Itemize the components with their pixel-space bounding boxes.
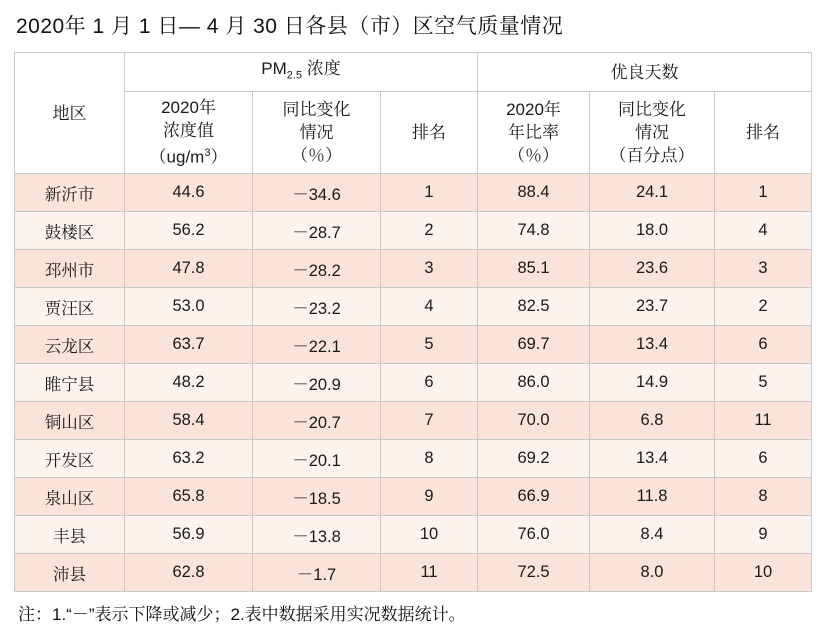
cell-pm25-rank: 2	[381, 212, 478, 250]
cell-days-rate: 69.7	[478, 326, 590, 364]
cell-pm25-rank: 4	[381, 288, 478, 326]
cell-pm25-change: －13.8	[253, 516, 381, 554]
cell-region: 开发区	[15, 440, 125, 478]
cell-days-rank: 4	[715, 212, 812, 250]
cell-region: 新沂市	[15, 174, 125, 212]
cell-pm25-rank: 11	[381, 554, 478, 592]
cell-days-rank: 2	[715, 288, 812, 326]
pm25-label-post: 浓度	[302, 59, 341, 78]
column-group-header-pm25	[125, 53, 478, 92]
table-row	[15, 364, 812, 402]
cell-days-change: 6.8	[590, 402, 715, 440]
cell-region: 云龙区	[15, 326, 125, 364]
cell-region: 邳州市	[15, 250, 125, 288]
cell-region: 泉山区	[15, 478, 125, 516]
cell-pm25-rank: 7	[381, 402, 478, 440]
table-sub-header-row	[15, 92, 812, 174]
cell-days-rank: 3	[715, 250, 812, 288]
days-rate-line1: 2020年	[506, 100, 561, 120]
table-row	[15, 288, 812, 326]
column-header-days-change	[590, 92, 715, 174]
cell-region: 贾汪区	[15, 288, 125, 326]
column-header-days-rank: 排名	[715, 92, 812, 174]
cell-pm25-rank: 8	[381, 440, 478, 478]
cell-days-rank: 5	[715, 364, 812, 402]
table-row	[15, 250, 812, 288]
cell-pm25-rank: 10	[381, 516, 478, 554]
cell-days-rate: 70.0	[478, 402, 590, 440]
table-note: 注：1.“－”表示下降或减少；2.表中数据采用实况数据统计。	[18, 605, 466, 625]
cell-pm25-change: －20.7	[253, 402, 381, 440]
pm25-value-line3	[127, 142, 250, 169]
column-header-days-rate	[478, 92, 590, 174]
cell-pm25-value: 56.9	[125, 516, 253, 554]
cell-days-rank: 6	[715, 440, 812, 478]
column-header-pm25-change	[253, 92, 381, 174]
cell-region: 铜山区	[15, 402, 125, 440]
cell-days-change: 8.0	[590, 554, 715, 592]
pm25-change-line1: 同比变化	[282, 100, 351, 120]
cell-days-rate: 86.0	[478, 364, 590, 402]
cell-days-rate: 76.0	[478, 516, 590, 554]
table-row	[15, 554, 812, 592]
cell-region: 睢宁县	[15, 364, 125, 402]
cell-pm25-value: 65.8	[125, 478, 253, 516]
days-change-line3: （百分点）	[609, 146, 695, 166]
table-row	[15, 402, 812, 440]
cell-days-rate: 74.8	[478, 212, 590, 250]
cell-days-rate: 66.9	[478, 478, 590, 516]
cell-pm25-change: －20.9	[253, 364, 381, 402]
cell-pm25-value: 44.6	[125, 174, 253, 212]
cell-pm25-value: 53.0	[125, 288, 253, 326]
table-header	[15, 53, 812, 174]
cell-days-change: 24.1	[590, 174, 715, 212]
cell-pm25-value: 48.2	[125, 364, 253, 402]
cell-days-change: 23.7	[590, 288, 715, 326]
pm25-change-line3: （％）	[291, 146, 342, 166]
cell-pm25-change: －28.7	[253, 212, 381, 250]
cell-days-change: 8.4	[590, 516, 715, 554]
cell-pm25-value: 63.2	[125, 440, 253, 478]
pm25-label-pre: PM	[261, 59, 287, 78]
cell-days-rank: 10	[715, 554, 812, 592]
cell-pm25-value: 63.7	[125, 326, 253, 364]
cell-days-rate: 85.1	[478, 250, 590, 288]
cell-days-rate: 69.2	[478, 440, 590, 478]
cell-days-rank: 11	[715, 402, 812, 440]
pm25-value-line1: 2020年	[161, 98, 216, 118]
column-header-pm25-rank: 排名	[381, 92, 478, 174]
cell-days-change: 23.6	[590, 250, 715, 288]
cell-pm25-value: 47.8	[125, 250, 253, 288]
air-quality-table	[14, 52, 812, 592]
cell-days-rank: 1	[715, 174, 812, 212]
cell-days-rank: 8	[715, 478, 812, 516]
pm25-unit-pre: （ug/m	[149, 148, 205, 168]
cell-days-rate: 72.5	[478, 554, 590, 592]
cell-pm25-value: 62.8	[125, 554, 253, 592]
cell-region: 丰县	[15, 516, 125, 554]
pm25-label-sub: 2.5	[286, 69, 303, 82]
cell-pm25-value: 56.2	[125, 212, 253, 250]
days-rate-line2: 年比率	[508, 123, 560, 143]
cell-days-change: 13.4	[590, 326, 715, 364]
days-change-line2: 情况	[635, 123, 670, 143]
pm25-change-line2: 情况	[299, 123, 334, 143]
cell-days-rate: 82.5	[478, 288, 590, 326]
days-rate-line3: （％）	[508, 146, 560, 166]
cell-pm25-change: －22.1	[253, 326, 381, 364]
cell-days-change: 11.8	[590, 478, 715, 516]
table-body	[15, 174, 812, 592]
cell-pm25-change: －23.2	[253, 288, 381, 326]
cell-pm25-change: －1.7	[253, 554, 381, 592]
cell-region: 沛县	[15, 554, 125, 592]
cell-days-rank: 9	[715, 516, 812, 554]
table-row	[15, 174, 812, 212]
cell-pm25-rank: 5	[381, 326, 478, 364]
cell-pm25-value: 58.4	[125, 402, 253, 440]
cell-days-change: 18.0	[590, 212, 715, 250]
column-group-header-good-days: 优良天数	[478, 53, 812, 92]
cell-days-rate: 88.4	[478, 174, 590, 212]
pm25-unit-sup: 3	[204, 147, 211, 160]
cell-pm25-rank: 1	[381, 174, 478, 212]
table-row	[15, 440, 812, 478]
page-title: 2020年 1 月 1 日— 4 月 30 日各县（市）区空气质量情况	[16, 15, 564, 38]
days-change-line1: 同比变化	[618, 100, 687, 120]
cell-pm25-rank: 9	[381, 478, 478, 516]
table-group-header-row	[15, 53, 812, 92]
cell-days-rank: 6	[715, 326, 812, 364]
cell-days-change: 14.9	[590, 364, 715, 402]
table-row	[15, 478, 812, 516]
table-row	[15, 326, 812, 364]
cell-pm25-change: －28.2	[253, 250, 381, 288]
column-header-pm25-value	[125, 92, 253, 174]
table-row	[15, 516, 812, 554]
cell-region: 鼓楼区	[15, 212, 125, 250]
table-row	[15, 212, 812, 250]
cell-pm25-rank: 6	[381, 364, 478, 402]
cell-pm25-rank: 3	[381, 250, 478, 288]
cell-pm25-change: －20.1	[253, 440, 381, 478]
pm25-value-line2: 浓度值	[163, 121, 214, 141]
cell-days-change: 13.4	[590, 440, 715, 478]
column-header-region: 地区	[15, 53, 125, 174]
cell-pm25-change: －18.5	[253, 478, 381, 516]
cell-pm25-change: －34.6	[253, 174, 381, 212]
pm25-unit-post: ）	[210, 148, 228, 168]
